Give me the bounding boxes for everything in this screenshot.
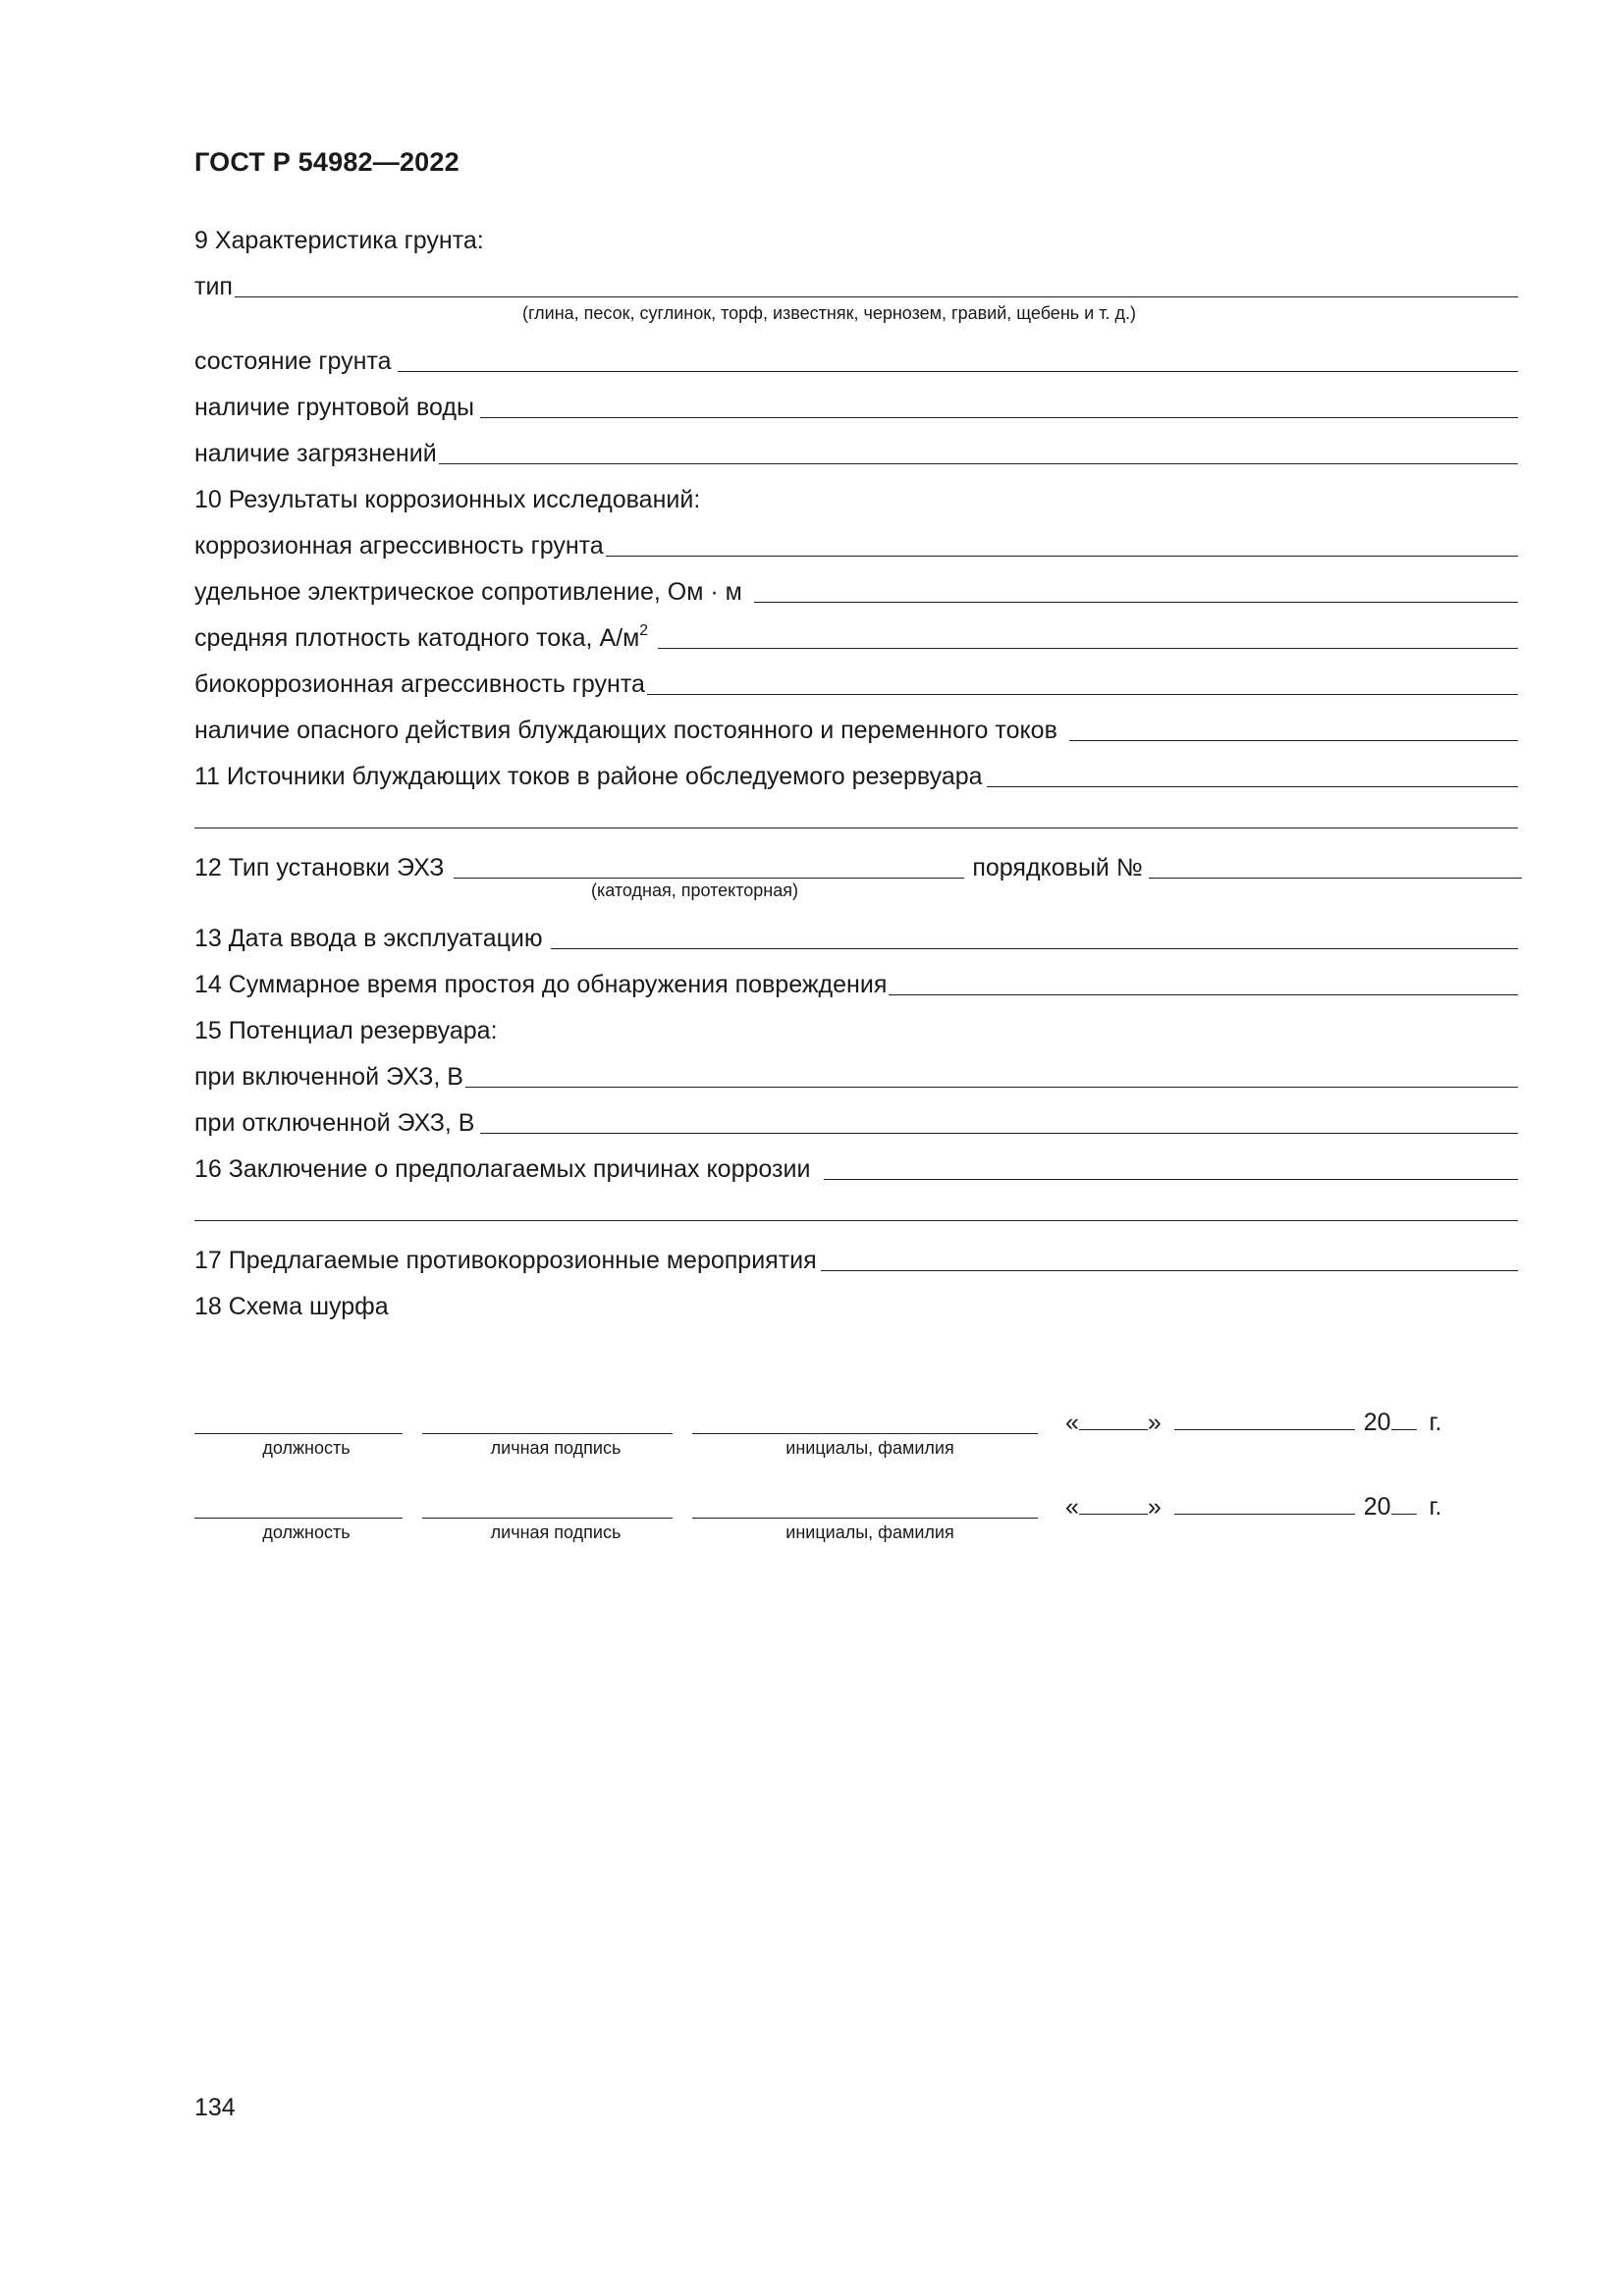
potential-on-row (194, 1056, 1518, 1092)
serial-number-field[interactable] (1149, 878, 1522, 879)
protection-type-field[interactable] (454, 878, 964, 879)
stray-sources-row (194, 756, 1518, 791)
name-field-1[interactable] (692, 1433, 1038, 1434)
position-caption-1: должность (262, 1438, 351, 1458)
section-10-heading-row (194, 479, 1518, 514)
pollution-field[interactable] (439, 463, 1518, 464)
stray-currents-row (194, 710, 1518, 745)
groundwater-field[interactable] (480, 417, 1518, 418)
protection-type-row (194, 847, 1522, 882)
page-number: 134 (194, 2094, 236, 2121)
date-year-field-1[interactable] (1391, 1408, 1417, 1430)
date-open-quote-2: « (1065, 1493, 1079, 1521)
commissioning-date-label: 13 Дата ввода в эксплуатацию (194, 925, 543, 952)
downtime-label: 14 Суммарное время простоя до обнаружения повреждения (194, 971, 888, 998)
soil-type-field[interactable] (235, 296, 1518, 297)
date-day-field-1[interactable] (1079, 1408, 1148, 1430)
date-field-1 (1065, 1408, 1442, 1437)
current-density-field[interactable] (658, 648, 1518, 649)
name-caption-2: инициалы, фамилия (785, 1522, 954, 1542)
commissioning-date-row (194, 918, 1518, 953)
date-year-prefix-2: 20 (1363, 1493, 1391, 1521)
commissioning-date-field[interactable] (551, 948, 1518, 949)
section-10-heading: 10 Результаты коррозионных исследований: (194, 486, 701, 513)
position-field-1[interactable] (194, 1433, 403, 1434)
potential-on-field[interactable] (465, 1087, 1518, 1088)
biocorrosion-label: биокоррозионная агрессивность грунта (194, 670, 645, 698)
current-density-label-wrap (194, 623, 658, 653)
conclusion-row (194, 1148, 1518, 1184)
stray-sources-field[interactable] (987, 786, 1518, 787)
downtime-row (194, 964, 1518, 999)
protection-type-hint: (катодная, протекторная) (591, 881, 798, 900)
current-density-label: средняя плотность катодного тока, А/м (194, 624, 640, 652)
aggressiveness-field[interactable] (606, 556, 1518, 557)
date-day-field-2[interactable] (1079, 1492, 1148, 1515)
serial-number-label: порядковый № (972, 854, 1143, 881)
date-month-field-2[interactable] (1174, 1492, 1355, 1515)
name-field-2[interactable] (692, 1518, 1038, 1519)
document-header: ГОСТ Р 54982—2022 (194, 147, 460, 177)
soil-type-label: тип (194, 273, 233, 300)
section-9-heading: 9 Характеристика грунта: (194, 227, 484, 254)
measures-field[interactable] (821, 1270, 1518, 1271)
stray-currents-field[interactable] (1069, 740, 1518, 741)
signature-field-1[interactable] (422, 1433, 673, 1434)
potential-off-row (194, 1102, 1518, 1138)
pit-scheme-row (194, 1286, 1518, 1321)
soil-type-row (194, 266, 1518, 301)
date-close-quote-1: » (1147, 1409, 1162, 1436)
downtime-field[interactable] (889, 994, 1518, 995)
soil-state-label: состояние грунта (194, 347, 392, 375)
current-density-row (194, 617, 1518, 653)
section-15-heading: 15 Потенциал резервуара: (194, 1017, 498, 1044)
aggressiveness-label: коррозионная агрессивность грунта (194, 532, 604, 560)
aggressiveness-row (194, 525, 1518, 561)
protection-type-label: 12 Тип установки ЭХЗ (194, 854, 445, 881)
conclusion-field-continuation[interactable] (194, 1220, 1518, 1221)
date-field-2 (1065, 1492, 1442, 1522)
name-caption-1: инициалы, фамилия (785, 1438, 954, 1458)
pit-scheme-label: 18 Схема шурфа (194, 1293, 389, 1320)
pollution-label: наличие загрязнений (194, 440, 437, 467)
groundwater-label: наличие грунтовой воды (194, 394, 474, 421)
date-year-field-2[interactable] (1391, 1492, 1417, 1515)
soil-state-field[interactable] (398, 371, 1518, 372)
conclusion-label: 16 Заключение о предполагаемых причинах коррозии (194, 1155, 811, 1183)
potential-on-label: при включенной ЭХЗ, В (194, 1063, 463, 1091)
potential-off-label: при отключенной ЭХЗ, В (194, 1109, 475, 1137)
potential-off-field[interactable] (480, 1133, 1518, 1134)
groundwater-row (194, 387, 1518, 422)
soil-state-row (194, 341, 1518, 376)
date-open-quote-1: « (1065, 1409, 1079, 1436)
date-month-field-1[interactable] (1174, 1408, 1355, 1430)
position-caption-2: должность (262, 1522, 351, 1542)
biocorrosion-row (194, 664, 1518, 699)
date-year-suffix-1: г. (1429, 1409, 1442, 1436)
biocorrosion-field[interactable] (647, 694, 1518, 695)
pollution-row (194, 433, 1518, 468)
signature-caption-2: личная подпись (490, 1522, 622, 1542)
date-year-suffix-2: г. (1429, 1493, 1442, 1521)
date-year-prefix-1: 20 (1363, 1409, 1391, 1436)
stray-sources-label: 11 Источники блуждающих токов в районе обследуемого резервуара (194, 763, 983, 790)
resistivity-label: удельное электрическое сопротивление, Ом · м (194, 578, 742, 606)
signature-caption-1: личная подпись (490, 1438, 622, 1458)
section-9-heading-row (194, 220, 1518, 255)
conclusion-field[interactable] (824, 1179, 1518, 1180)
resistivity-row (194, 571, 1518, 607)
position-field-2[interactable] (194, 1518, 403, 1519)
soil-type-hint: (глина, песок, суглинок, торф, известняк, чернозем, гравий, щебень и т. д.) (522, 303, 1136, 323)
resistivity-field[interactable] (754, 602, 1518, 603)
measures-row (194, 1240, 1518, 1275)
signature-field-2[interactable] (422, 1518, 673, 1519)
stray-currents-label: наличие опасного действия блуждающих постоянного и переменного токов (194, 717, 1057, 744)
date-close-quote-2: » (1147, 1493, 1162, 1521)
measures-label: 17 Предлагаемые противокоррозионные мероприятия (194, 1247, 817, 1274)
current-density-exponent: 2 (639, 621, 649, 639)
section-15-heading-row (194, 1010, 1518, 1045)
